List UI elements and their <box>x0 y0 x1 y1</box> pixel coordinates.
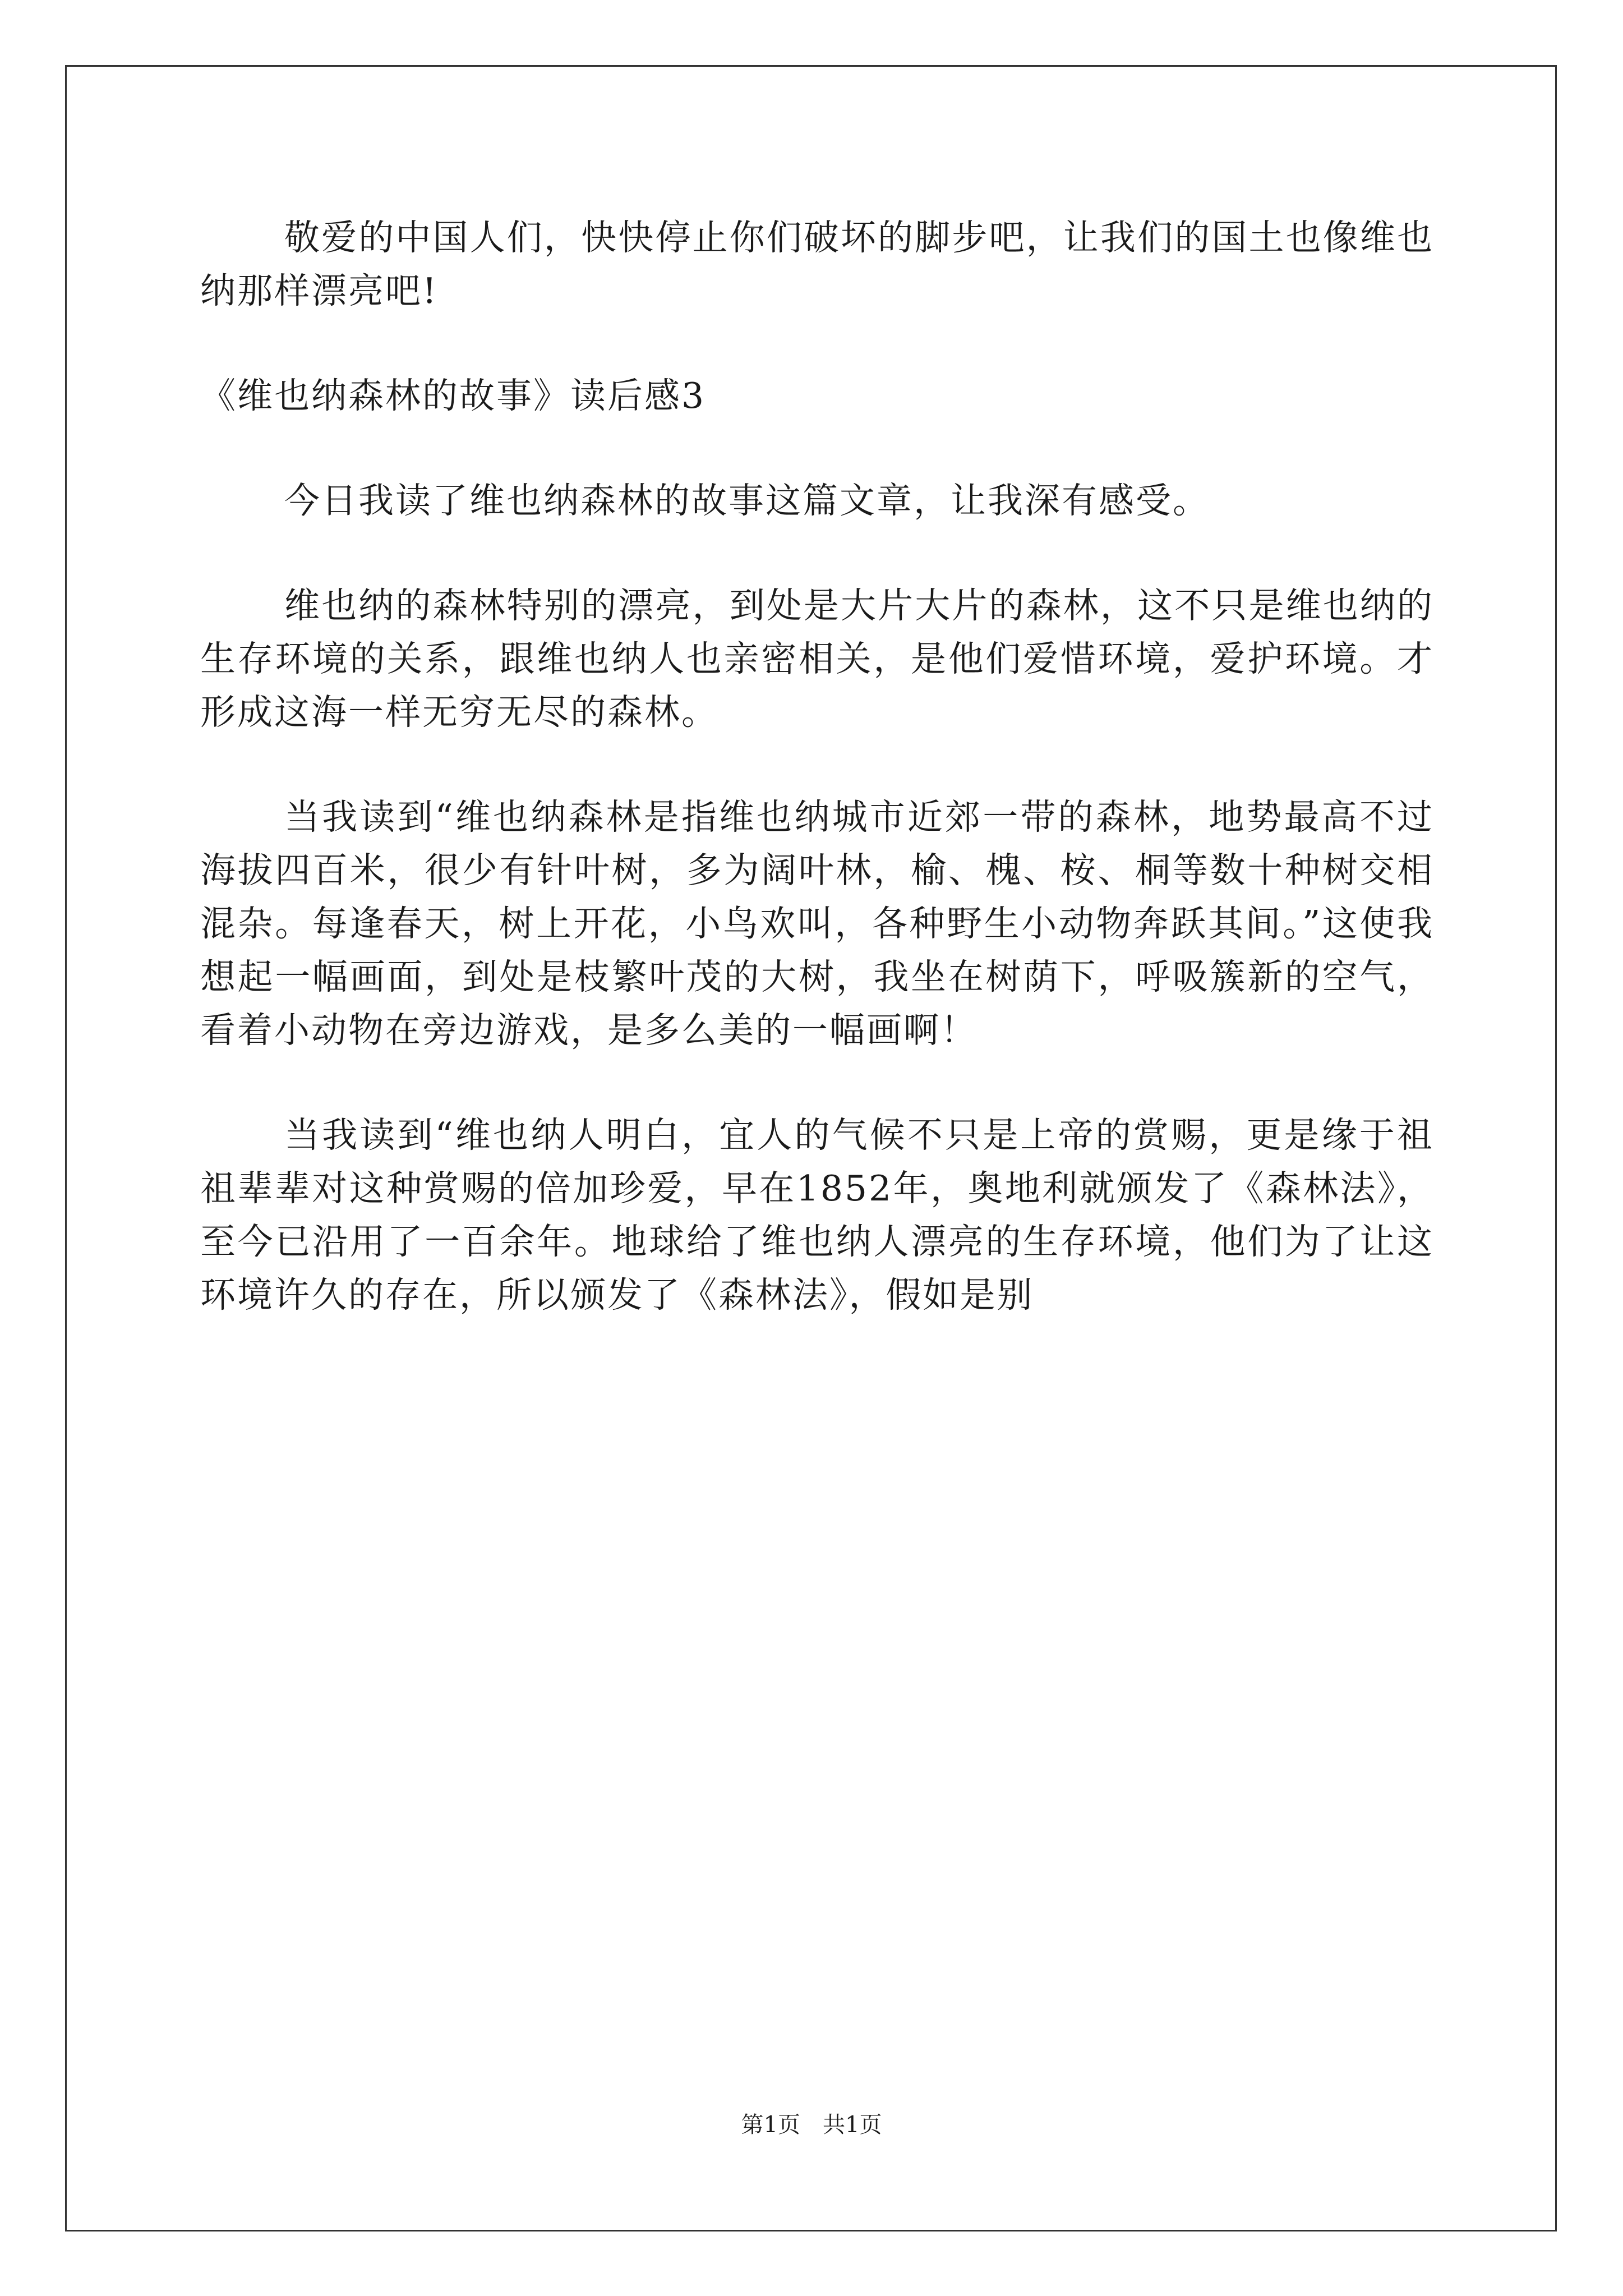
paragraph: 敬爱的中国人们，快快停止你们破坏的脚步吧，让我们的国土也像维也纳那样漂亮吧! <box>200 217 1434 311</box>
paragraph: 当我读到“维也纳森林是指维也纳城市近郊一带的森林，地势最高不过海拔四百米，很少有针叶树，多为阔叶林，榆、槐、桉、桐等数十种树交相混杂。每逢春天，树上开花，小鸟欢叫，各种野生小动物奔跃其间。”这使我想起一幅画面，到处是枝繁叶茂的大树，我坐在树荫下，呼吸簇新的空气，看着小动物在旁边游戏，是多么美的一幅画啊！ <box>200 797 1434 1051</box>
page-number: 第1页 <box>741 2112 800 2138</box>
page-total: 共1页 <box>823 2112 882 2138</box>
paragraph: 维也纳的森林特别的漂亮，到处是大片大片的森林，这不只是维也纳的生存环境的关系，跟维也纳人也亲密相关，是他们爱惜环境，爱护环境。才形成这海一样无穷无尽的森林。 <box>200 585 1434 733</box>
section-heading: 《维也纳森林的故事》读后感3 <box>200 375 706 416</box>
document-body <box>200 211 1434 1373</box>
paragraph: 当我读到“维也纳人明白，宜人的气候不只是上帝的赏赐，更是缘于祖祖辈辈对这种赏赐的倍加珍爱，早在1852年，奥地利就颁发了《森林法》，至今已沿用了一百余年。地球给了维也纳人漂亮的生存环境，他们为了让这环境许久的存在，所以颁发了《森林法》，假如是别 <box>200 1115 1434 1315</box>
page-footer <box>0 2109 1623 2141</box>
paragraph: 今日我读了维也纳森林的故事这篇文章，让我深有感受。 <box>284 480 1210 521</box>
